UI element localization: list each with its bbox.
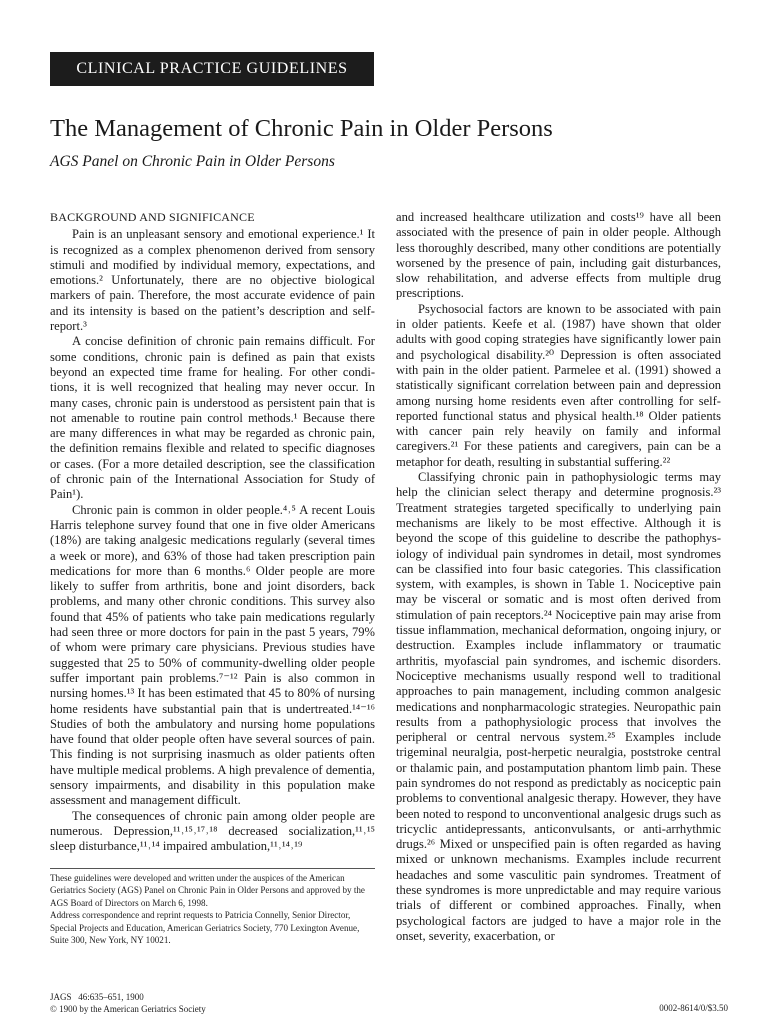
paragraph: Pain is an unpleasant sensory and emotional experience.¹ It is recognized as a complex phenomenon derived from sensory stimuli and modified by individual memory, expectations, and emotions.² Unfortunately, there are no objective biological markers of pain. Therefore, the most accurate evidence of pain and its intensity is based on the patient’s description and self-report.³ bbox=[50, 227, 375, 334]
footnote-text: These guidelines were developed and written under the auspices of the American Geriatrics Society (AGS) Panel on Chronic Pain in Older Persons and approved by the AGS Board of Directors on March 6, 1998. bbox=[50, 873, 365, 908]
journal-reference: JAGS 46:635–651, 1900 bbox=[50, 992, 144, 1002]
article-code: 0002-8614/0/$3.50 bbox=[659, 1003, 728, 1013]
footnote bbox=[50, 872, 375, 946]
footnote-text: Address correspondence and reprint requests to Patricia Connelly, Senior Director, Special Projects and Education, American Geriatrics Society, 770 Lexington Avenue, Suite 300, New York, NY 10021. bbox=[50, 910, 360, 946]
paragraph: The consequences of chronic pain among older people are numerous. Depression,¹¹˒¹⁵˒¹⁷˒¹⁸ decreased socialization,¹¹˒¹⁵ sleep disturbance,¹¹˒¹⁴ impaired ambulation,¹¹˒¹⁴˒¹⁹ bbox=[50, 808, 375, 854]
banner-label: CLINICAL PRACTICE GUIDELINES bbox=[76, 60, 348, 77]
paragraph: A concise definition of chronic pain remains difficult. For some conditions, chronic pain is defined as pain that exists beyond an expected time frame for healing. For other conditions, it is well recognized that healing may never occur. In many cases, chronic pain is understood as persistent pain that is not amenable to routine pain control methods.¹ Because there are many differences in what may be regarded as chronic pain, the definition remains flexible and related to specific diagnoses or cases. (For a more detailed description, see the classification of chronic pain of the International Association for Study of Pain¹). bbox=[50, 334, 375, 502]
footnote-divider bbox=[50, 868, 375, 869]
right-column bbox=[396, 210, 721, 944]
copyright-notice: © 1900 by the American Geriatrics Society bbox=[50, 1003, 206, 1014]
article-authors: AGS Panel on Chronic Pain in Older Persons bbox=[50, 153, 335, 170]
paragraph: Classifying chronic pain in pathophysiologic terms may help the clinician select therapy and determine prognosis.²³ Treatment strategies targeted specifically to underlying pain mechanisms are likely to be most effective. Although it is beyond the scope of this guideline to describe the pathophysiology of individual pain syndromes in detail, most syndromes can be classified into four basic categories. This classification system, with examples, is shown in Table 1. Nociceptive pain may be visceral or somatic and is most often derived from stimulation of pain receptors.²⁴ Nociceptive pain may arise from tissue inflammation, mechanical deformation, ongoing injury, or destruction. Examples include inflammatory or traumatic arthritis, myofascial pain syndromes, and ischemic disorders. Nociceptive mechanisms usually respond well to traditional approaches to pain management, including common analgesic medications and nonpharmacologic strategies. Neuropathic pain results from a pathophysiologic process that involves the peripheral or central nervous system.²⁵ Examples include trigeminal neuralgia, post-herpetic neuralgia, poststroke central or thalamic pain, and postamputation phantom limb pain. These pain syndromes do not respond as predictably as nociceptic pain problems to conventional analgesic therapy. However, they have been noted to respond to unconventional analgesic drugs such as tricyclic antidepressants, anticonvulsants, or anti-arrhythmic drugs.²⁶ Mixed or unspecified pain is often regarded as having mixed or unknown mechanisms. Examples include recurrent headaches and some vasculitic pain syndromes. Treatment of these syndromes is more unpredictable and may require various trials of different or combined approaches. Finally, when psychological factors are judged to have a major role in the onset, severity, exacerbation, or bbox=[396, 470, 721, 943]
article-title: The Management of Chronic Pain in Older Persons bbox=[50, 115, 553, 142]
paragraph: Chronic pain is common in older people.⁴˒⁵ A recent Louis Harris telephone survey found that one in five older Americans (18%) are taking analgesic medications regularly (several times a week or more), and 63% of those had taken prescription pain medications for more than 6 months.⁶ Older people are more likely to suffer from arthritis, bone and joint disorders, back problems, and many other chronic conditions. This survey also found that 45% of patients who take pain medications regularly had seen three or more doctors for pain in the past 5 years, 79% of whom were primary care physicians. Previous studies have suggested that 25 to 50% of community-dwelling older people suffer important pain problems.⁷⁻¹² Pain is also common in nursing homes.¹³ It has been estimated that 45 to 80% of nursing home residents have substantial pain that is undertreated.¹⁴⁻¹⁶ Studies of both the ambulatory and nursing home populations have found that older people often have several sources of pain. This finding is not surprising inasmuch as older patients often have multiple medical problems. A high prevalence of dementia, sensory impairments, and disability in this population make assessment and management difficult. bbox=[50, 502, 375, 808]
section-banner bbox=[50, 52, 374, 86]
section-heading: BACKGROUND AND SIGNIFICANCE bbox=[50, 210, 255, 224]
paragraph: and increased healthcare utilization and costs¹⁹ have all been associated with the presence of pain in older people. Although less thoroughly described, many other conditions are potentially worsened by the presence of pain, including gait disturbances, slow rehabilitation, and adverse effects from multiple drug prescriptions. bbox=[396, 210, 721, 301]
footer-citation bbox=[50, 992, 206, 1015]
paragraph: Psychosocial factors are known to be associated with pain in older patients. Keefe et al. (1987) have shown that older adults with good coping strategies have significantly lower pain and psychological disability.²⁰ Depression is often associated with pain in the older patient. Parmelee et al. (1991) showed a statistically significant correlation between pain and depression among nursing home residents even after controlling for self-reported functional status and physical health.¹⁸ Older patients with cancer pain rely heavily on family and informal caregivers.²¹ For these patients and caregivers, pain can be a metaphor for death, resulting in substantial suffering.²² bbox=[396, 301, 721, 469]
left-column bbox=[50, 210, 375, 854]
